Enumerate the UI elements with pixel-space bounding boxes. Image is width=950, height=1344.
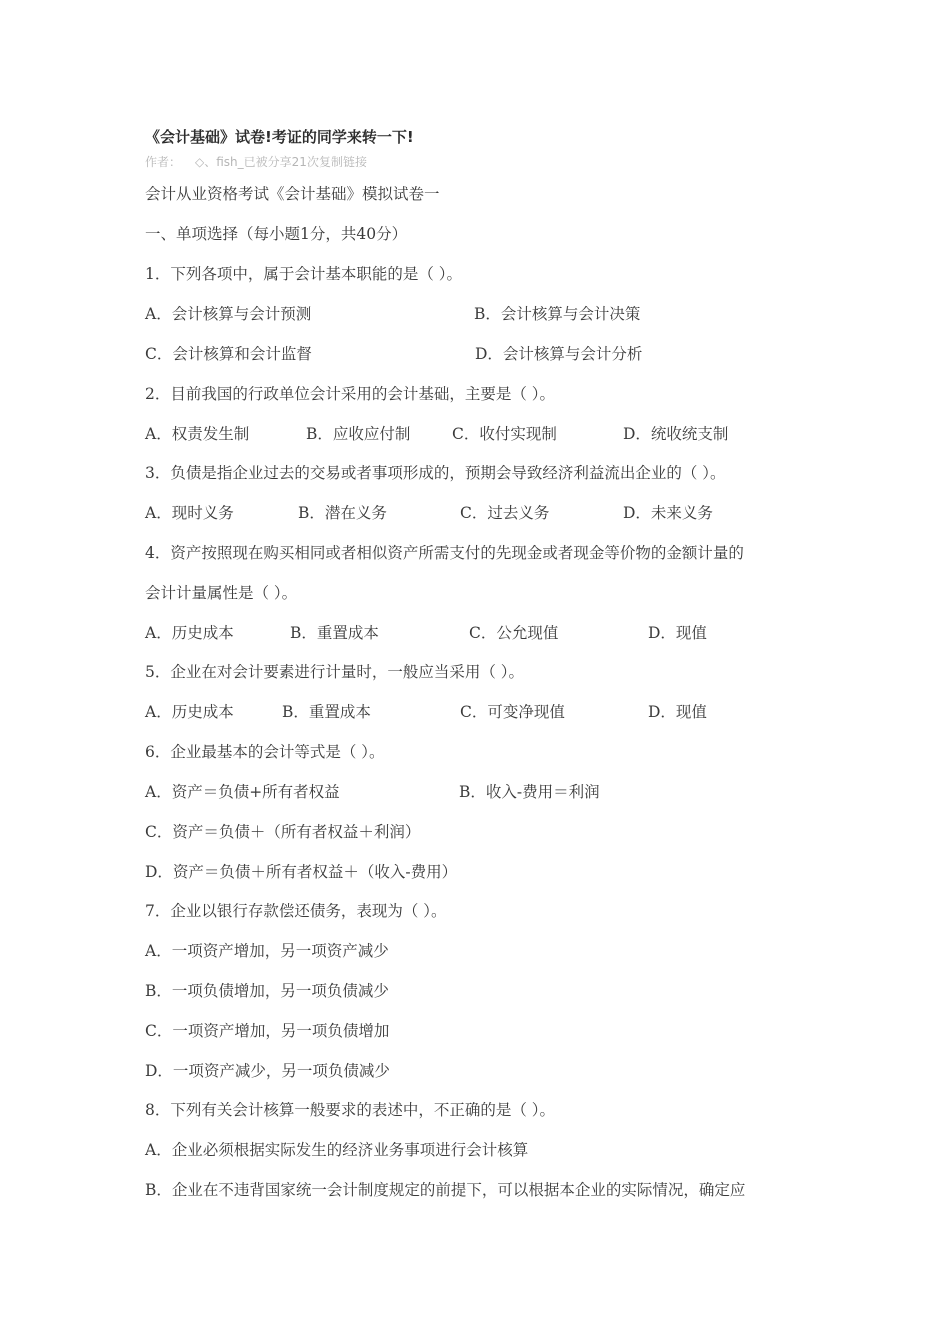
- question-option: D．资产＝负债＋所有者权益＋（收入-费用）: [145, 863, 458, 881]
- question-option: C．过去义务: [460, 504, 550, 522]
- question-option: D．现值: [648, 703, 707, 721]
- question-option: B．潜在义务: [298, 504, 387, 522]
- question-option: B．重置成本: [290, 624, 379, 642]
- question-option: B．会计核算与会计决策: [474, 305, 641, 323]
- question-option: A．资产＝负债+所有者权益: [145, 783, 340, 801]
- question-option: A．企业必须根据实际发生的经济业务事项进行会计核算: [145, 1141, 529, 1159]
- question-option: A．权责发生制: [145, 425, 250, 443]
- question-option: C．公允现值: [469, 624, 559, 642]
- question-option: C．收付实现制: [452, 425, 557, 443]
- question-stem-continued: 会计计量属性是（ ）。: [145, 584, 298, 602]
- question-option: D．会计核算与会计分析: [475, 345, 643, 363]
- question-stem: 2．目前我国的行政单位会计采用的会计基础，主要是（ ）。: [145, 385, 556, 403]
- author-label: 作者：: [145, 155, 182, 169]
- question-stem: 8．下列有关会计核算一般要求的表述中，不正确的是（ ）。: [145, 1101, 556, 1119]
- question-option: D．未来义务: [623, 504, 713, 522]
- question-stem: 7．企业以银行存款偿还债务，表现为（ ）。: [145, 902, 447, 920]
- exam-heading: 会计从业资格考试《会计基础》模拟试卷一: [145, 185, 440, 203]
- section-heading: 一、单项选择（每小题1分，共40分）: [145, 225, 408, 243]
- question-stem: 1．下列各项中，属于会计基本职能的是（ ）。: [145, 265, 463, 283]
- question-option: A．现时义务: [145, 504, 234, 522]
- question-option: C．可变净现值: [460, 703, 565, 721]
- author-name[interactable]: ◇、fish_: [195, 155, 244, 169]
- question-option: B．应收应付制: [306, 425, 411, 443]
- question-option: B．企业在不违背国家统一会计制度规定的前提下，可以根据本企业的实际情况，确定应: [145, 1181, 746, 1199]
- question-stem: 3．负债是指企业过去的交易或者事项形成的，预期会导致经济利益流出企业的（ ）。: [145, 464, 726, 482]
- question-stem: 5．企业在对会计要素进行计量时，一般应当采用（ ）。: [145, 663, 525, 681]
- copy-link[interactable]: 复制链接: [318, 155, 367, 169]
- question-option: C．资产＝负债＋（所有者权益＋利润）: [145, 823, 421, 841]
- question-option: A．一项资产增加，另一项资产减少: [145, 942, 389, 960]
- question-option: B．收入-费用＝利润: [459, 783, 600, 801]
- question-option: D．现值: [648, 624, 707, 642]
- question-option: B．重置成本: [282, 703, 371, 721]
- question-option: D．一项资产减少，另一项负债减少: [145, 1062, 390, 1080]
- question-option: C．会计核算和会计监督: [145, 345, 312, 363]
- document-title: 《会计基础》试卷!考证的同学来转一下!: [145, 128, 414, 146]
- share-count: 已被分享21次: [243, 155, 319, 169]
- question-option: D．统收统支制: [623, 425, 729, 443]
- question-option: A．历史成本: [145, 703, 234, 721]
- question-option: C．一项资产增加，另一项负债增加: [145, 1022, 390, 1040]
- question-stem: 4．资产按照现在购买相同或者相似资产所需支付的先现金或者现金等价物的金额计量的: [145, 544, 744, 562]
- question-stem: 6．企业最基本的会计等式是（ ）。: [145, 743, 385, 761]
- question-option: A．历史成本: [145, 624, 234, 642]
- question-option: A．会计核算与会计预测: [145, 305, 312, 323]
- document-meta: [145, 153, 367, 170]
- question-option: B．一项负债增加，另一项负债减少: [145, 982, 389, 1000]
